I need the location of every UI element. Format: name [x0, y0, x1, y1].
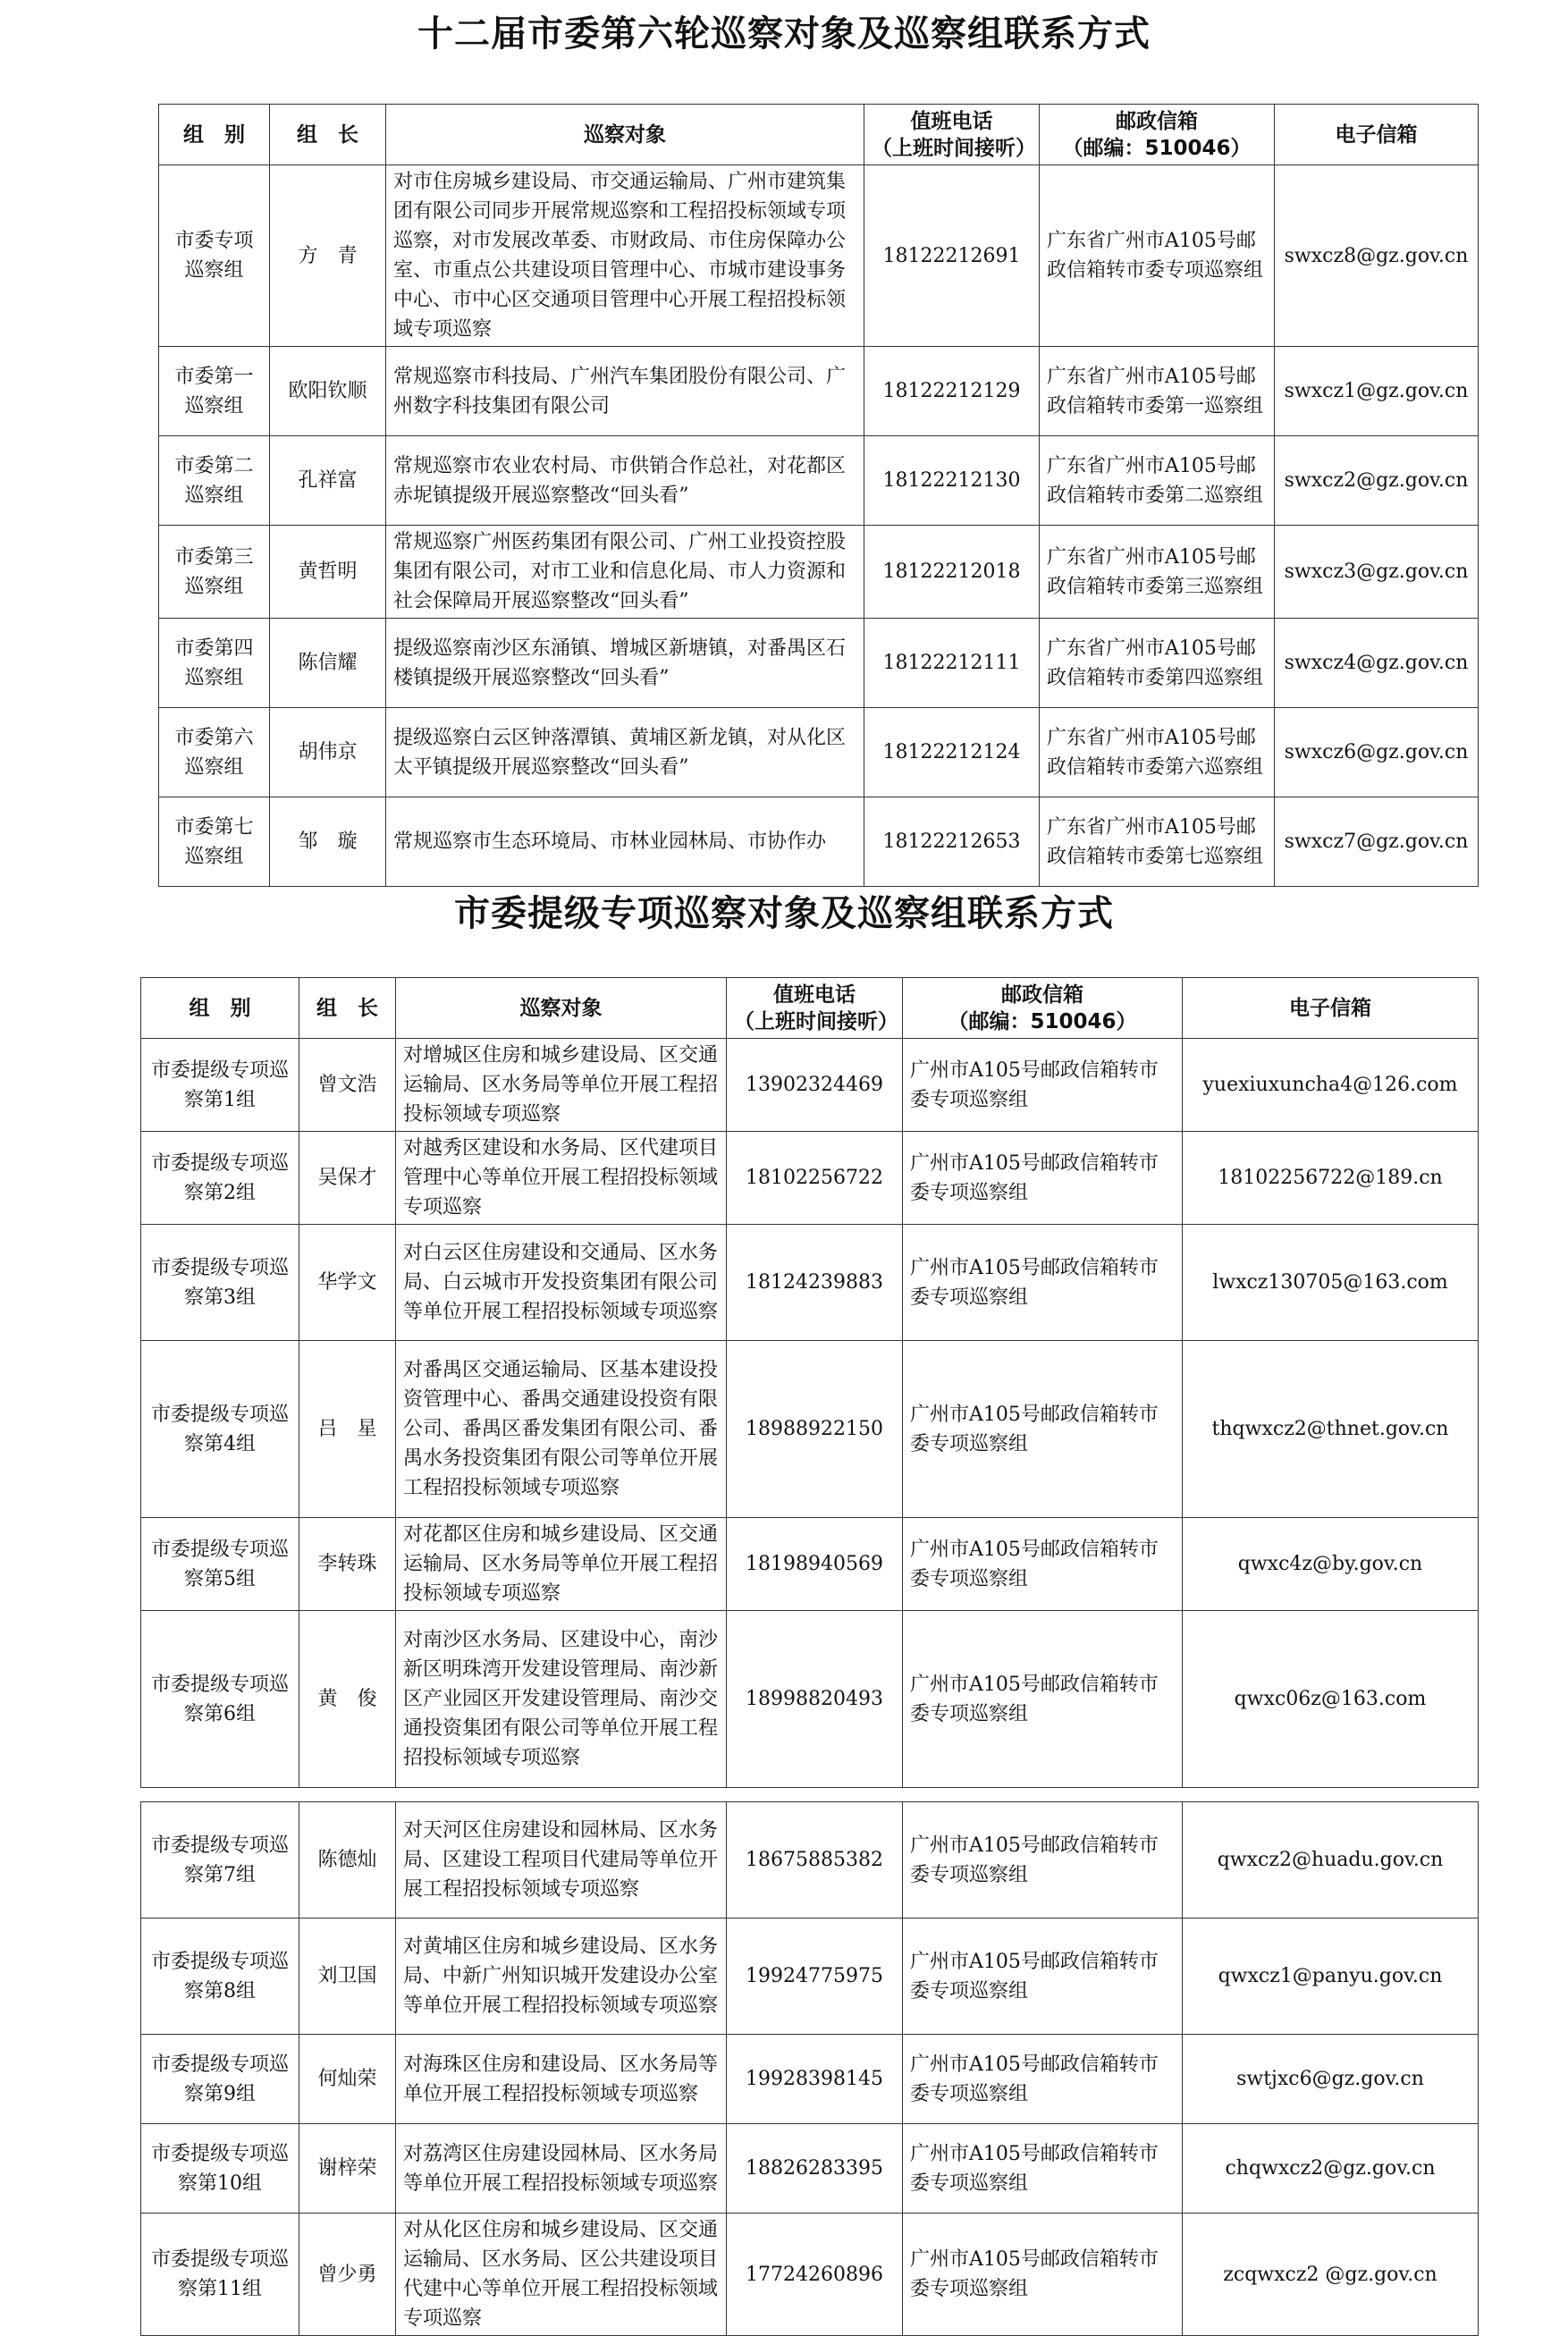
- header-group: 组 别: [159, 105, 270, 165]
- title-main: 十二届市委第六轮巡察对象及巡察组联系方式: [417, 13, 1151, 55]
- phone-cell: 19928398145: [727, 2035, 903, 2124]
- phone-cell: 19924775975: [727, 1919, 903, 2035]
- email-cell: swxcz4@gz.gov.cn: [1275, 619, 1479, 708]
- table-row: [141, 1518, 1479, 1611]
- leader-cell: 谢梓荣: [299, 2124, 396, 2214]
- leader-cell: 曾文浩: [299, 1039, 396, 1132]
- group-cell: 市委提级专项巡察第1组: [141, 1039, 299, 1132]
- group-cell: 市委第二巡察组: [159, 436, 270, 526]
- leader-cell: 陈信耀: [270, 619, 386, 708]
- post-cell: 广州市A105号邮政信箱转市委专项巡察组: [903, 1341, 1183, 1518]
- group-cell: 市委提级专项巡察第2组: [141, 1132, 299, 1225]
- phone-cell: 18988922150: [727, 1341, 903, 1518]
- header-email: 电子信箱: [1275, 105, 1479, 165]
- target-cell: 常规巡察市农业农村局、市供销合作总社，对花都区赤坭镇提级开展巡察整改“回头看”: [386, 436, 864, 526]
- target-cell: 对白云区住房建设和交通局、区水务局、白云城市开发投资集团有限公司等单位开展工程招投标领域专项巡察: [396, 1225, 727, 1341]
- table-sixth-round: [158, 104, 1479, 887]
- target-cell: 常规巡察市科技局、广州汽车集团股份有限公司、广州数字科技集团有限公司: [386, 347, 864, 436]
- header-target: 巡察对象: [396, 978, 727, 1039]
- header-target: 巡察对象: [386, 105, 864, 165]
- email-cell: swxcz8@gz.gov.cn: [1275, 165, 1479, 347]
- email-cell: qwxc4z@by.gov.cn: [1183, 1518, 1479, 1611]
- leader-cell: 胡伟京: [270, 708, 386, 797]
- email-cell: swxcz3@gz.gov.cn: [1275, 526, 1479, 619]
- email-cell: swtjxc6@gz.gov.cn: [1183, 2035, 1479, 2124]
- table-row: [159, 436, 1479, 526]
- leader-cell: 吴保才: [299, 1132, 396, 1225]
- group-cell: 市委提级专项巡察第7组: [141, 1802, 299, 1919]
- table-header-row: [141, 978, 1479, 1039]
- group-cell: 市委专项巡察组: [159, 165, 270, 347]
- post-cell: 广东省广州市A105号邮政信箱转市委第三巡察组: [1040, 526, 1275, 619]
- target-cell: 对荔湾区住房建设园林局、区水务局等单位开展工程招投标领域专项巡察: [396, 2124, 727, 2214]
- post-cell: 广东省广州市A105号邮政信箱转市委第六巡察组: [1040, 708, 1275, 797]
- table-row: [159, 347, 1479, 436]
- table-row: [141, 2035, 1479, 2124]
- group-cell: 市委提级专项巡察第11组: [141, 2214, 299, 2336]
- leader-cell: 李转珠: [299, 1518, 396, 1611]
- target-cell: 对越秀区建设和水务局、区代建项目管理中心等单位开展工程招投标领域专项巡察: [396, 1132, 727, 1225]
- post-cell: 广州市A105号邮政信箱转市委专项巡察组: [903, 1225, 1183, 1341]
- leader-cell: 何灿荣: [299, 2035, 396, 2124]
- header-phone: 值班电话 （上班时间接听）: [864, 105, 1040, 165]
- phone-cell: 18826283395: [727, 2124, 903, 2214]
- title-special: 市委提级专项巡察对象及巡察组联系方式: [454, 893, 1114, 934]
- leader-cell: 黄哲明: [270, 526, 386, 619]
- group-cell: 市委第六巡察组: [159, 708, 270, 797]
- table-row: [141, 1225, 1479, 1341]
- email-cell: qwxc06z@163.com: [1183, 1611, 1479, 1788]
- leader-cell: 黄 俊: [299, 1611, 396, 1788]
- target-cell: 对花都区住房和城乡建设局、区交通运输局、区水务局等单位开展工程招投标领域专项巡察: [396, 1518, 727, 1611]
- phone-cell: 18122212653: [864, 797, 1040, 887]
- target-cell: 对市住房城乡建设局、市交通运输局、广州市建筑集团有限公司同步开展常规巡察和工程招投标领域专项巡察，对市发展改革委、市财政局、市住房保障办公室、市重点公共建设项目管理中心、市城市建设事务中心、市中心区交通项目管理中心开展工程招投标领域专项巡察: [386, 165, 864, 347]
- phone-cell: 18675885382: [727, 1802, 903, 1919]
- phone-cell: 18122212111: [864, 619, 1040, 708]
- group-cell: 市委提级专项巡察第6组: [141, 1611, 299, 1788]
- leader-cell: 欧阳钦顺: [270, 347, 386, 436]
- target-cell: 提级巡察白云区钟落潭镇、黄埔区新龙镇，对从化区太平镇提级开展巡察整改“回头看”: [386, 708, 864, 797]
- table-special-2: [140, 1801, 1479, 2336]
- leader-cell: 刘卫国: [299, 1919, 396, 2035]
- phone-cell: 17724260896: [727, 2214, 903, 2336]
- post-cell: 广州市A105号邮政信箱转市委专项巡察组: [903, 1611, 1183, 1788]
- header-leader: 组 长: [299, 978, 396, 1039]
- table-row: [159, 797, 1479, 887]
- phone-cell: 18122212130: [864, 436, 1040, 526]
- table-row: [141, 1132, 1479, 1225]
- table-row: [159, 708, 1479, 797]
- table-row: [141, 2124, 1479, 2214]
- email-cell: qwxcz2@huadu.gov.cn: [1183, 1802, 1479, 1919]
- post-cell: 广州市A105号邮政信箱转市委专项巡察组: [903, 2124, 1183, 2214]
- phone-cell: 18102256722: [727, 1132, 903, 1225]
- post-cell: 广州市A105号邮政信箱转市委专项巡察组: [903, 1919, 1183, 2035]
- table-header-row: [159, 105, 1479, 165]
- post-cell: 广东省广州市A105号邮政信箱转市委第二巡察组: [1040, 436, 1275, 526]
- target-cell: 常规巡察广州医药集团有限公司、广州工业投资控股集团有限公司，对市工业和信息化局、市人力资源和社会保障局开展巡察整改“回头看”: [386, 526, 864, 619]
- leader-cell: 孔祥富: [270, 436, 386, 526]
- email-cell: chqwxcz2@gz.gov.cn: [1183, 2124, 1479, 2214]
- table-row: [159, 619, 1479, 708]
- group-cell: 市委第三巡察组: [159, 526, 270, 619]
- group-cell: 市委提级专项巡察第9组: [141, 2035, 299, 2124]
- phone-cell: 18122212691: [864, 165, 1040, 347]
- leader-cell: 吕 星: [299, 1341, 396, 1518]
- email-cell: yuexiuxuncha4@126.com: [1183, 1039, 1479, 1132]
- group-cell: 市委提级专项巡察第8组: [141, 1919, 299, 2035]
- table-row: [141, 1039, 1479, 1132]
- phone-cell: 18124239883: [727, 1225, 903, 1341]
- email-cell: qwxcz1@panyu.gov.cn: [1183, 1919, 1479, 2035]
- table-row: [141, 1341, 1479, 1518]
- phone-cell: 18122212129: [864, 347, 1040, 436]
- group-cell: 市委提级专项巡察第5组: [141, 1518, 299, 1611]
- email-cell: thqwxcz2@thnet.gov.cn: [1183, 1341, 1479, 1518]
- header-email: 电子信箱: [1183, 978, 1479, 1039]
- post-cell: 广东省广州市A105号邮政信箱转市委第七巡察组: [1040, 797, 1275, 887]
- table-special-1: [140, 977, 1479, 1788]
- post-cell: 广东省广州市A105号邮政信箱转市委第一巡察组: [1040, 347, 1275, 436]
- email-cell: swxcz7@gz.gov.cn: [1275, 797, 1479, 887]
- target-cell: 提级巡察南沙区东涌镇、增城区新塘镇，对番禺区石楼镇提级开展巡察整改“回头看”: [386, 619, 864, 708]
- email-cell: 18102256722@189.cn: [1183, 1132, 1479, 1225]
- phone-cell: 13902324469: [727, 1039, 903, 1132]
- group-cell: 市委提级专项巡察第10组: [141, 2124, 299, 2214]
- header-post: 邮政信箱 （邮编：510046）: [1040, 105, 1275, 165]
- target-cell: 对黄埔区住房和城乡建设局、区水务局、中新广州知识城开发建设办公室等单位开展工程招投标领域专项巡察: [396, 1919, 727, 2035]
- phone-cell: 18998820493: [727, 1611, 903, 1788]
- email-cell: zcqwxcz2 @gz.gov.cn: [1183, 2214, 1479, 2336]
- group-cell: 市委提级专项巡察第4组: [141, 1341, 299, 1518]
- leader-cell: 方 青: [270, 165, 386, 347]
- post-cell: 广东省广州市A105号邮政信箱转市委专项巡察组: [1040, 165, 1275, 347]
- group-cell: 市委第七巡察组: [159, 797, 270, 887]
- phone-cell: 18122212018: [864, 526, 1040, 619]
- post-cell: 广州市A105号邮政信箱转市委专项巡察组: [903, 1802, 1183, 1919]
- table-row: [141, 2214, 1479, 2336]
- target-cell: 对海珠区住房和建设局、区水务局等单位开展工程招投标领域专项巡察: [396, 2035, 727, 2124]
- leader-cell: 陈德灿: [299, 1802, 396, 1919]
- email-cell: lwxcz130705@163.com: [1183, 1225, 1479, 1341]
- target-cell: 对南沙区水务局、区建设中心，南沙新区明珠湾开发建设管理局、南沙新区产业园区开发建设管理局、南沙交通投资集团有限公司等单位开展工程招投标领域专项巡察: [396, 1611, 727, 1788]
- leader-cell: 华学文: [299, 1225, 396, 1341]
- leader-cell: 曾少勇: [299, 2214, 396, 2336]
- post-cell: 广州市A105号邮政信箱转市委专项巡察组: [903, 2035, 1183, 2124]
- email-cell: swxcz1@gz.gov.cn: [1275, 347, 1479, 436]
- post-cell: 广州市A105号邮政信箱转市委专项巡察组: [903, 1132, 1183, 1225]
- header-phone: 值班电话 （上班时间接听）: [727, 978, 903, 1039]
- post-cell: 广州市A105号邮政信箱转市委专项巡察组: [903, 1039, 1183, 1132]
- email-cell: swxcz6@gz.gov.cn: [1275, 708, 1479, 797]
- target-cell: 对天河区住房建设和园林局、区水务局、区建设工程项目代建局等单位开展工程招投标领域专项巡察: [396, 1802, 727, 1919]
- target-cell: 对增城区住房和城乡建设局、区交通运输局、区水务局等单位开展工程招投标领域专项巡察: [396, 1039, 727, 1132]
- target-cell: 对番禺区交通运输局、区基本建设投资管理中心、番禺交通建设投资有限公司、番禺区番发集团有限公司、番禺水务投资集团有限公司等单位开展工程招投标领域专项巡察: [396, 1341, 727, 1518]
- phone-cell: 18122212124: [864, 708, 1040, 797]
- post-cell: 广州市A105号邮政信箱转市委专项巡察组: [903, 1518, 1183, 1611]
- leader-cell: 邹 璇: [270, 797, 386, 887]
- group-cell: 市委第四巡察组: [159, 619, 270, 708]
- group-cell: 市委提级专项巡察第3组: [141, 1225, 299, 1341]
- header-post: 邮政信箱 （邮编：510046）: [903, 978, 1183, 1039]
- table-row: [141, 1802, 1479, 1919]
- table-row: [141, 1611, 1479, 1788]
- post-cell: 广东省广州市A105号邮政信箱转市委第四巡察组: [1040, 619, 1275, 708]
- table-row: [159, 526, 1479, 619]
- group-cell: 市委第一巡察组: [159, 347, 270, 436]
- target-cell: 常规巡察市生态环境局、市林业园林局、市协作办: [386, 797, 864, 887]
- email-cell: swxcz2@gz.gov.cn: [1275, 436, 1479, 526]
- table-row: [141, 1919, 1479, 2035]
- table-row: [159, 165, 1479, 347]
- target-cell: 对从化区住房和城乡建设局、区交通运输局、区水务局、区公共建设项目代建中心等单位开展工程招投标领域专项巡察: [396, 2214, 727, 2336]
- header-group: 组 别: [141, 978, 299, 1039]
- phone-cell: 18198940569: [727, 1518, 903, 1611]
- post-cell: 广州市A105号邮政信箱转市委专项巡察组: [903, 2214, 1183, 2336]
- header-leader: 组 长: [270, 105, 386, 165]
